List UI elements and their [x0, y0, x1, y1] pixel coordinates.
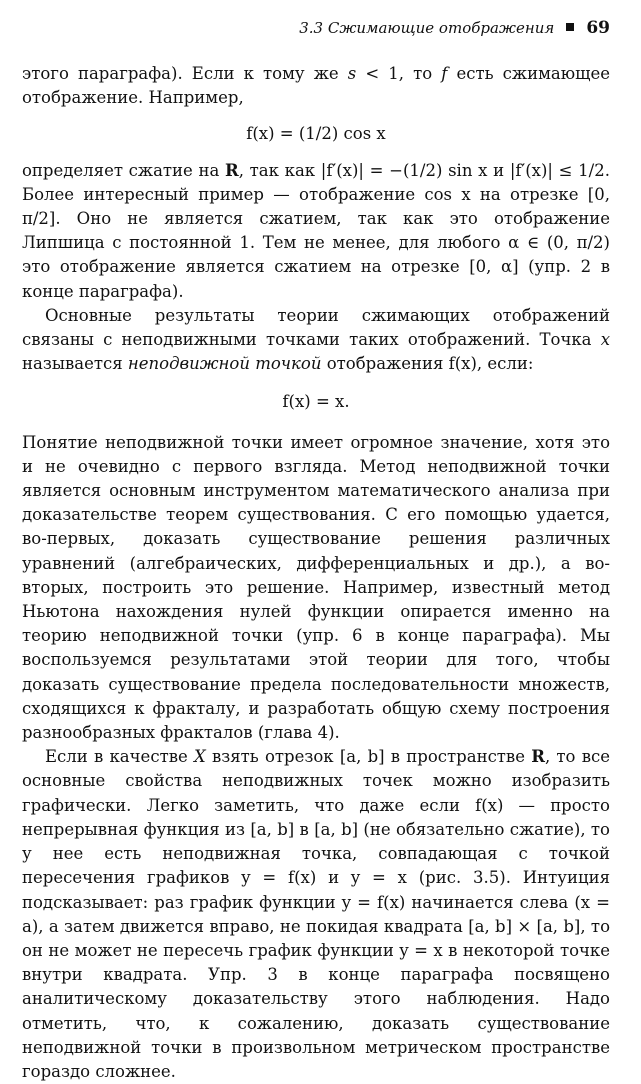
- square-marker-icon: [566, 23, 574, 31]
- page-number: 69: [586, 18, 610, 38]
- text-run: , так как |f′(x)| = −(1/2) sin x и |f′(x)| ≤ 1/2. Более интересный пример — отображение cos x на отрезке [0, π/2]. Оно не является сжатием, так как это отображение Липшица с постоянной 1. Тем не менее, для любого α ∈ (0, π/2) это отображение является сжатием на отрезке [0, α] (упр. 2 в конце параграфа).: [22, 160, 610, 301]
- running-head: [22, 18, 610, 48]
- math-var: f: [441, 64, 448, 83]
- section-title: 3.3 Сжимающие отображения: [299, 19, 555, 37]
- text-run: Основные результаты теории сжимающих отображений связаны с неподвижными точками таких отображений. Точка: [22, 305, 610, 350]
- text-run: определяет сжатие на: [22, 160, 226, 180]
- text-run: Если в качестве: [45, 747, 194, 767]
- book-page: [22, 18, 610, 1084]
- math-var: s: [347, 64, 357, 83]
- paragraph-2: [22, 159, 610, 304]
- formula-cos: f(x) = (1/2) cos x: [246, 124, 386, 144]
- paragraph-1: [22, 62, 610, 110]
- math-set: R: [225, 160, 239, 180]
- text-run: этого параграфа). Если к тому же: [22, 64, 348, 83]
- text-run: есть сжимающее отображение. Например,: [22, 64, 610, 108]
- formula-fixed-point: f(x) = x.: [282, 392, 350, 412]
- text-run: < 1, то: [356, 64, 442, 83]
- text-run: взять отрезок [a, b] в пространстве: [205, 747, 532, 767]
- paragraph-3: [22, 304, 610, 377]
- math-var: X: [193, 747, 206, 767]
- paragraph-5: [22, 745, 610, 1084]
- text-run: отображения f(x), если:: [321, 354, 534, 374]
- math-set: R: [531, 747, 545, 767]
- text-run: называется: [22, 354, 128, 374]
- math-var: x: [600, 330, 610, 350]
- paragraph-4: Понятие неподвижной точки имеет огромное значение, хотя это и не очевидно с первого взгляда. Метод неподвижной точки является основным инструментом математического анализа при доказательстве теорем существования. С его помощью удается, во-первых, доказать существование решения различных уравнений (алгебраических, дифференциальных и др.), а во-вторых, построить это решение. Например, известный метод Ньютона нахождения нулей функции опирается именно на теорию неподвижной точки (упр. 6 в конце параграфа). Мы воспользуемся результатами этой теории для того, чтобы доказать существование предела последовательности множеств, сходящихся к фракталу, и разработать общую схему построения разнообразных фракталов (глава 4).: [22, 432, 610, 743]
- text-run: , то все основные свойства неподвижных точек можно изобразить графически. Легко заметить, что даже если f(x) — просто непрерывная функция из [a, b] в [a, b] (не обязательно сжатие), то у нее есть неподвижная точка, совпадающая с точкой пересечения графиков y = f(x) и y = x (рис. 3.5). Интуиция подсказывает: раз график функции y = f(x) начинается слева (x = a), а затем движется вправо, не покидая квадрата [a, b] × [a, b], то он не может не пересечь график функции y = x в некоторой точке внутри квадрата. Упр. 3 в конце параграфа посвящено аналитическому доказательству этого наблюдения. Надо отметить, что, к сожалению, доказать существование неподвижной точки в произвольном метрическом пространстве гораздо сложнее.: [22, 747, 610, 1081]
- defined-term: неподвижной точкой: [127, 354, 322, 374]
